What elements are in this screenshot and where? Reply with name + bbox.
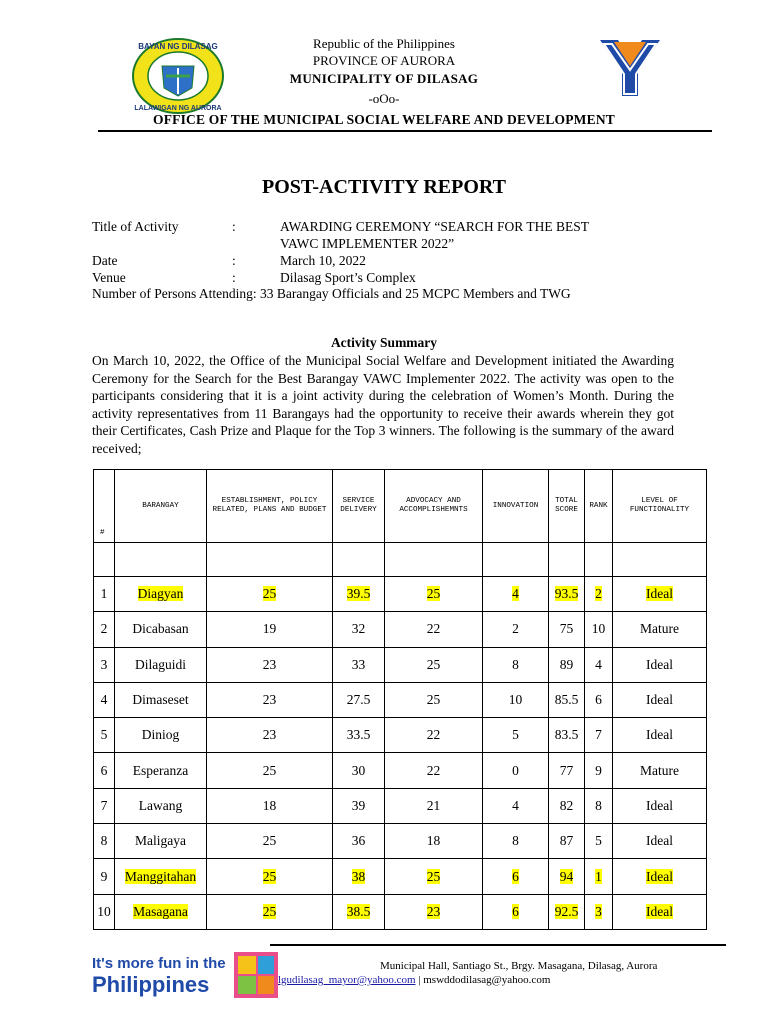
establishment-score: 23: [262, 656, 277, 672]
advocacy-score: 25: [426, 692, 441, 708]
establishment-score-cell: [207, 824, 333, 859]
office-title: OFFICE OF THE MUNICIPAL SOCIAL WELFARE AND DEVELOPMENT: [153, 112, 615, 127]
innovation-score: 4: [512, 797, 519, 813]
total-score: 89: [559, 656, 574, 672]
table-row: [94, 824, 707, 859]
rank-cell: [585, 824, 613, 859]
establishment-score-cell: [207, 577, 333, 612]
row-number: 8: [100, 833, 108, 849]
advocacy-score: 22: [426, 762, 441, 778]
header-advocacy: ADVOCACY AND ACCOMPLISHEMNTS: [385, 470, 483, 543]
row-number: 7: [100, 797, 108, 813]
table-row: [94, 894, 707, 929]
total-score: 77: [559, 762, 574, 778]
level-of-functionality-cell: [613, 647, 707, 682]
mayor-email-link[interactable]: lgudilasag_mayor@yahoo.com: [278, 974, 416, 986]
row-number: 1: [100, 586, 108, 602]
advocacy-score: 21: [426, 797, 441, 813]
rank: 1: [595, 868, 602, 884]
advocacy-score-cell: [385, 612, 483, 647]
summary-paragraph: On March 10, 2022, the Office of the Municipal Social Welfare and Development initiated the Awarding Ceremony for the Search for the Best Barangay VAWC Implementer 2022. The activity was open to the participants considering that it is a joint activity during the celebration of Women’s Month. During the activity representatives from 11 Barangays had the opportunity to receive their awards wherein they got their Certificates, Cash Prize and Plaque for the Top 3 winners. The following is the summary of the award received;: [92, 353, 674, 456]
header-establishment: ESTABLISHMENT, POLICY RELATED, PLANS AND BUDGET: [207, 470, 333, 543]
level-of-functionality-cell: [613, 753, 707, 788]
row-number: 6: [100, 762, 108, 778]
attendance-line: Number of Persons Attending: 33 Barangay Officials and 25 MCPC Members and TWG: [92, 286, 571, 301]
total-score: 93.5: [554, 586, 579, 602]
separator: :: [232, 253, 236, 268]
innovation-score: 6: [512, 868, 519, 884]
table-row: [94, 577, 707, 612]
rank-cell: [585, 753, 613, 788]
row-number-cell: [94, 788, 115, 823]
svg-text:LALAWIGAN NG AURORA: LALAWIGAN NG AURORA: [134, 105, 222, 112]
venue-value: Dilasag Sport’s Complex: [280, 270, 416, 285]
innovation-score: 6: [512, 903, 519, 919]
barangay-name-cell: [115, 788, 207, 823]
advocacy-score: 25: [426, 656, 441, 672]
barangay-name: Manggitahan: [124, 868, 197, 884]
header-municipality: MUNICIPALITY OF DILASAG: [289, 71, 479, 86]
header-rank: RANK: [585, 470, 613, 543]
establishment-score-cell: [207, 788, 333, 823]
rank: 10: [591, 621, 606, 637]
barangay-name: Dilaguidi: [135, 656, 186, 672]
innovation-score: 10: [508, 692, 523, 708]
barangay-name-cell: [115, 859, 207, 894]
row-number: 5: [100, 727, 108, 743]
level-of-functionality: Ideal: [646, 692, 673, 708]
email-separator: |: [415, 974, 424, 986]
establishment-score-cell: [207, 647, 333, 682]
row-number: 4: [100, 692, 108, 708]
table-row: [94, 647, 707, 682]
level-of-functionality: Ideal: [646, 586, 673, 602]
service-score-cell: [333, 788, 385, 823]
row-number-cell: [94, 894, 115, 929]
service-score-cell: [333, 647, 385, 682]
establishment-score: 23: [262, 692, 277, 708]
row-number: 2: [100, 621, 108, 637]
level-of-functionality: Ideal: [646, 833, 673, 849]
table-row: [94, 718, 707, 753]
total-score: 94: [559, 868, 574, 884]
establishment-score: 25: [262, 586, 277, 602]
report-title: POST-ACTIVITY REPORT: [262, 176, 506, 198]
header-num: #: [94, 470, 115, 543]
service-score-cell: [333, 718, 385, 753]
rank-cell: [585, 894, 613, 929]
title-label: Title of Activity: [92, 219, 179, 234]
rank-cell: [585, 577, 613, 612]
rank-cell: [585, 788, 613, 823]
date-value: March 10, 2022: [280, 253, 366, 268]
rank-cell: [585, 718, 613, 753]
row-number-cell: [94, 859, 115, 894]
row-number-cell: [94, 753, 115, 788]
rank-cell: [585, 647, 613, 682]
header-republic: Republic of the Philippines: [313, 36, 455, 51]
rank-cell: [585, 682, 613, 717]
footer-address: Municipal Hall, Santiago St., Brgy. Masagana, Dilasag, Aurora: [380, 960, 658, 972]
innovation-score-cell: [483, 788, 549, 823]
row-number: 9: [100, 868, 108, 884]
establishment-score: 19: [262, 621, 277, 637]
advocacy-score: 22: [426, 621, 441, 637]
level-of-functionality: Ideal: [646, 797, 673, 813]
barangay-name: Lawang: [138, 797, 183, 813]
advocacy-score-cell: [385, 682, 483, 717]
its-more-fun-philippines-logo: [92, 948, 282, 1002]
barangay-name: Diniog: [141, 727, 180, 743]
advocacy-score-cell: [385, 788, 483, 823]
barangay-name-cell: [115, 612, 207, 647]
level-of-functionality: Mature: [640, 621, 679, 637]
level-of-functionality: Ideal: [646, 656, 673, 672]
level-of-functionality-cell: [613, 894, 707, 929]
table-row: [94, 682, 707, 717]
total-score: 82: [559, 797, 574, 813]
advocacy-score: 18: [426, 833, 441, 849]
rank: 3: [595, 903, 602, 919]
total-score-cell: [549, 894, 585, 929]
innovation-score-cell: [483, 647, 549, 682]
rank-cell: [585, 612, 613, 647]
establishment-score: 25: [262, 868, 277, 884]
innovation-score-cell: [483, 718, 549, 753]
innovation-score-cell: [483, 753, 549, 788]
total-score: 92.5: [554, 903, 579, 919]
establishment-score-cell: [207, 682, 333, 717]
level-of-functionality-cell: [613, 682, 707, 717]
service-score: 27.5: [346, 692, 371, 708]
innovation-score: 0: [512, 762, 519, 778]
service-score-cell: [333, 824, 385, 859]
barangay-name-cell: [115, 682, 207, 717]
venue-label: Venue: [92, 270, 126, 285]
advocacy-score: 25: [426, 868, 441, 884]
rank: 9: [595, 762, 602, 778]
summary-heading: Activity Summary: [330, 335, 438, 350]
service-score: 38: [351, 868, 366, 884]
advocacy-score: 23: [426, 903, 441, 919]
innovation-score-cell: [483, 682, 549, 717]
rank: 8: [595, 797, 602, 813]
row-number: 10: [97, 903, 111, 919]
barangay-name-cell: [115, 577, 207, 612]
innovation-score: 2: [512, 621, 519, 637]
total-score-cell: [549, 859, 585, 894]
service-score: 33.5: [346, 727, 371, 743]
logo-line2: Philippines: [92, 972, 210, 997]
service-score-cell: [333, 859, 385, 894]
level-of-functionality: Ideal: [646, 868, 673, 884]
advocacy-score: 25: [426, 586, 441, 602]
advocacy-score-cell: [385, 647, 483, 682]
mswdo-email: mswddodilasag@yahoo.com: [423, 974, 551, 986]
innovation-score: 5: [512, 727, 519, 743]
innovation-score: 8: [512, 833, 519, 849]
table-header-row: [94, 470, 707, 543]
rank: 6: [595, 692, 602, 708]
header-rule: [98, 130, 712, 132]
total-score-cell: [549, 788, 585, 823]
total-score-cell: [549, 612, 585, 647]
establishment-score-cell: [207, 753, 333, 788]
title-value-line2: VAWC IMPLEMENTER 2022”: [280, 236, 455, 251]
header-divider-text: -oOo-: [368, 91, 400, 106]
level-of-functionality-cell: [613, 859, 707, 894]
establishment-score-cell: [207, 894, 333, 929]
row-number-cell: [94, 682, 115, 717]
innovation-score: 4: [512, 586, 519, 602]
advocacy-score-cell: [385, 894, 483, 929]
separator: :: [232, 270, 236, 285]
rank-cell: [585, 859, 613, 894]
barangay-name-cell: [115, 753, 207, 788]
establishment-score-cell: [207, 612, 333, 647]
advocacy-score-cell: [385, 859, 483, 894]
establishment-score: 25: [262, 833, 277, 849]
header-level: LEVEL OF FUNCTIONALITY: [613, 470, 707, 543]
level-of-functionality-cell: [613, 718, 707, 753]
date-label: Date: [92, 253, 118, 268]
table-row: [94, 788, 707, 823]
total-score: 83.5: [554, 727, 579, 743]
dswd-logo: [598, 36, 662, 100]
innovation-score-cell: [483, 824, 549, 859]
service-score: 33: [351, 656, 366, 672]
barangay-name: Esperanza: [132, 762, 189, 778]
row-number-cell: [94, 824, 115, 859]
table-row: [94, 612, 707, 647]
service-score: 36: [351, 833, 366, 849]
advocacy-score-cell: [385, 718, 483, 753]
establishment-score-cell: [207, 718, 333, 753]
advocacy-score-cell: [385, 753, 483, 788]
barangay-name-cell: [115, 894, 207, 929]
level-of-functionality: Ideal: [646, 727, 673, 743]
row-number-cell: [94, 577, 115, 612]
separator: :: [232, 219, 236, 234]
table-row: [94, 859, 707, 894]
header-service: SERVICE DELIVERY: [333, 470, 385, 543]
rank: 7: [595, 727, 602, 743]
table-empty-row: [94, 543, 707, 577]
logo-line1: It's more fun in the: [92, 955, 226, 972]
row-number-cell: [94, 612, 115, 647]
row-number: 3: [100, 656, 108, 672]
level-of-functionality-cell: [613, 824, 707, 859]
level-of-functionality: Mature: [640, 762, 679, 778]
barangay-name: Masagana: [133, 903, 188, 919]
advocacy-score-cell: [385, 824, 483, 859]
title-value-line1: AWARDING CEREMONY “SEARCH FOR THE BEST: [280, 219, 590, 234]
total-score: 87: [559, 833, 574, 849]
innovation-score: 8: [512, 656, 519, 672]
footer-rule: [270, 944, 726, 946]
level-of-functionality-cell: [613, 577, 707, 612]
barangay-name-cell: [115, 647, 207, 682]
service-score-cell: [333, 753, 385, 788]
total-score-cell: [549, 647, 585, 682]
innovation-score-cell: [483, 859, 549, 894]
innovation-score-cell: [483, 894, 549, 929]
rank: 2: [595, 586, 602, 602]
level-of-functionality: Ideal: [646, 903, 673, 919]
footer-emails: [278, 974, 550, 986]
service-score-cell: [333, 894, 385, 929]
service-score: 38.5: [346, 903, 371, 919]
awards-table: [93, 469, 707, 930]
innovation-score-cell: [483, 612, 549, 647]
service-score: 39.5: [346, 586, 371, 602]
service-score-cell: [333, 612, 385, 647]
service-score: 32: [351, 621, 366, 637]
advocacy-score-cell: [385, 577, 483, 612]
barangay-name-cell: [115, 718, 207, 753]
service-score-cell: [333, 682, 385, 717]
total-score-cell: [549, 682, 585, 717]
establishment-score: 25: [262, 903, 277, 919]
total-score: 75: [559, 621, 574, 637]
svg-text:BAYAN NG DILASAG: BAYAN NG DILASAG: [138, 42, 218, 51]
total-score-cell: [549, 718, 585, 753]
establishment-score-cell: [207, 859, 333, 894]
barangay-name: Dimaseset: [132, 692, 189, 708]
total-score-cell: [549, 824, 585, 859]
barangay-name: Maligaya: [135, 833, 186, 849]
total-score-cell: [549, 577, 585, 612]
establishment-score: 25: [262, 762, 277, 778]
barangay-name-cell: [115, 824, 207, 859]
row-number-cell: [94, 647, 115, 682]
row-number-cell: [94, 718, 115, 753]
total-score-cell: [549, 753, 585, 788]
establishment-score: 18: [262, 797, 277, 813]
header-total: TOTAL SCORE: [549, 470, 585, 543]
level-of-functionality-cell: [613, 788, 707, 823]
service-score: 30: [351, 762, 366, 778]
barangay-name: Diagyan: [137, 586, 184, 602]
establishment-score: 23: [262, 727, 277, 743]
barangay-name: Dicabasan: [132, 621, 189, 637]
advocacy-score: 22: [426, 727, 441, 743]
rank: 4: [595, 656, 602, 672]
innovation-score-cell: [483, 577, 549, 612]
rank: 5: [595, 833, 602, 849]
service-score-cell: [333, 577, 385, 612]
header-barangay: BARANGAY: [115, 470, 207, 543]
header-province: PROVINCE OF AURORA: [312, 53, 456, 68]
total-score: 85.5: [554, 692, 579, 708]
table-row: [94, 753, 707, 788]
service-score: 39: [351, 797, 366, 813]
header-innovation: INNOVATION: [483, 470, 549, 543]
level-of-functionality-cell: [613, 612, 707, 647]
